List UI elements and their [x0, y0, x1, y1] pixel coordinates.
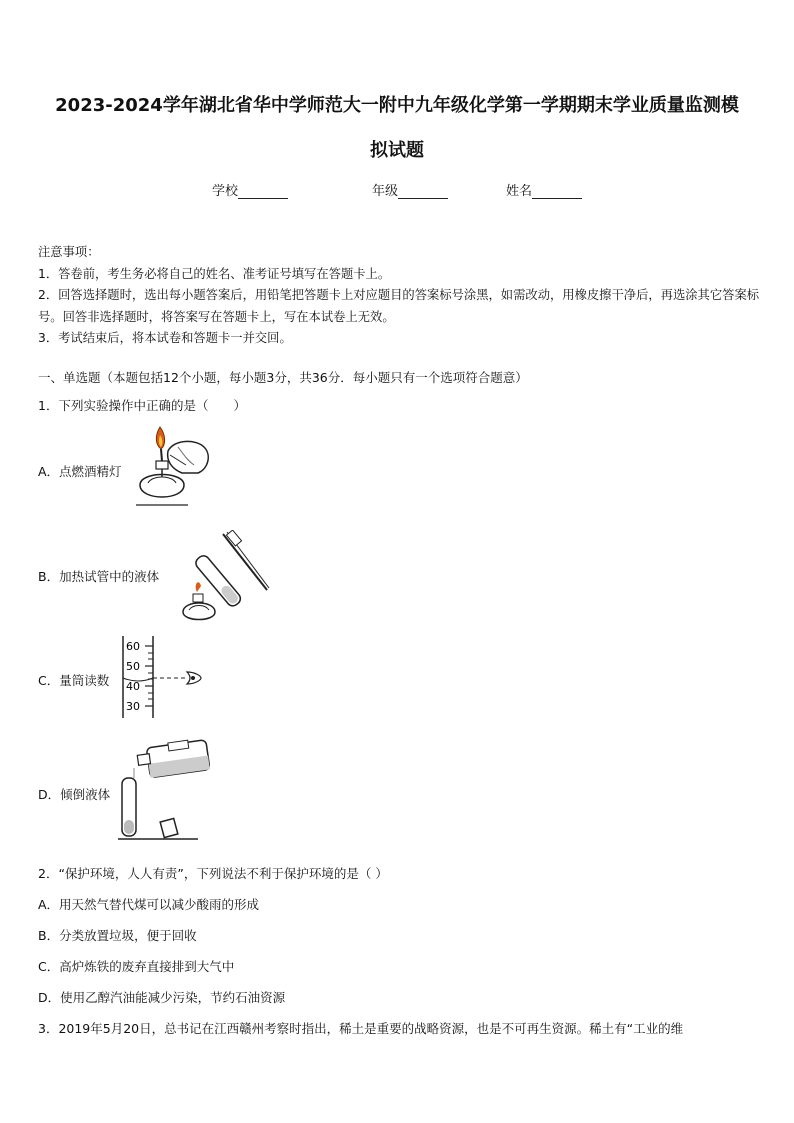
q2-option-a[interactable]: A．用天然气替代煤可以减少酸雨的形成	[38, 897, 260, 912]
cylinder-tick-50: 50	[126, 660, 140, 673]
school-label: 学校	[212, 184, 239, 199]
note-item-2: 2．回答选择题时，选出每小题答案后，用铅笔把答题卡上对应题目的答案标号涂黑，如需改动，用橡皮擦干净后，再选涂其它答案标号。回答非选择题时，将答案写在答题卡上，写在本试卷上无效。	[38, 288, 760, 324]
q1-option-d[interactable]: D．倾倒液体	[38, 787, 111, 802]
q3-stem: 3．2019年5月20日，总书记在江西赣州考察时指出，稀土是重要的战略资源，也是不可再生资源。稀土有“工业的维	[38, 1021, 684, 1036]
name-field	[506, 180, 582, 199]
document-title	[30, 83, 764, 173]
q2-option-d[interactable]: D．使用乙醇汽油能减少污染，节约石油资源	[38, 990, 286, 1005]
school-blank[interactable]	[238, 186, 288, 199]
q1-stem: 1．下列实验操作中正确的是（ ）	[38, 398, 246, 413]
title-line-2: 拟试题	[370, 140, 424, 161]
section-heading: 一、单选题（本题包括12个小题，每小题3分，共36分．每小题只有一个选项符合题意）	[38, 370, 528, 385]
cylinder-tick-60: 60	[126, 640, 140, 653]
name-label: 姓名	[506, 184, 533, 199]
pouring-liquid-figure	[118, 738, 213, 844]
grade-label: 年级	[372, 184, 399, 199]
name-blank[interactable]	[532, 186, 582, 199]
q2-option-c[interactable]: C．高炉炼铁的废弃直接排到大气中	[38, 959, 235, 974]
school-field	[212, 180, 288, 199]
title-line-1: 2023-2024学年湖北省华中学师范大一附中九年级化学第一学期期末学业质量监测模	[55, 95, 739, 116]
q1-option-c[interactable]: C．量筒读数	[38, 673, 110, 688]
q1-option-a[interactable]: A．点燃酒精灯	[38, 464, 122, 479]
note-item-3: 3．考试结束后，将本试卷和答题卡一并交回。	[38, 331, 292, 345]
cylinder-tick-30: 30	[126, 700, 140, 713]
q1-option-b[interactable]: B．加热试管中的液体	[38, 569, 160, 584]
grade-field	[372, 180, 448, 199]
q2-option-b[interactable]: B．分类放置垃圾，便于回收	[38, 928, 197, 943]
note-item-1: 1．答卷前，考生务必将自己的姓名、准考证号填写在答题卡上。	[38, 266, 391, 281]
grade-blank[interactable]	[398, 186, 448, 199]
lamp-ignite-figure	[128, 425, 218, 513]
cylinder-tick-40: 40	[126, 680, 140, 693]
q2-stem: 2．“保护环境，人人有责”，下列说法不利于保护环境的是（ ）	[38, 866, 388, 881]
notes-heading: 注意事项：	[38, 245, 100, 259]
graduated-cylinder-figure	[115, 634, 210, 720]
notes-block	[38, 242, 760, 350]
heating-test-tube-figure	[175, 530, 270, 628]
